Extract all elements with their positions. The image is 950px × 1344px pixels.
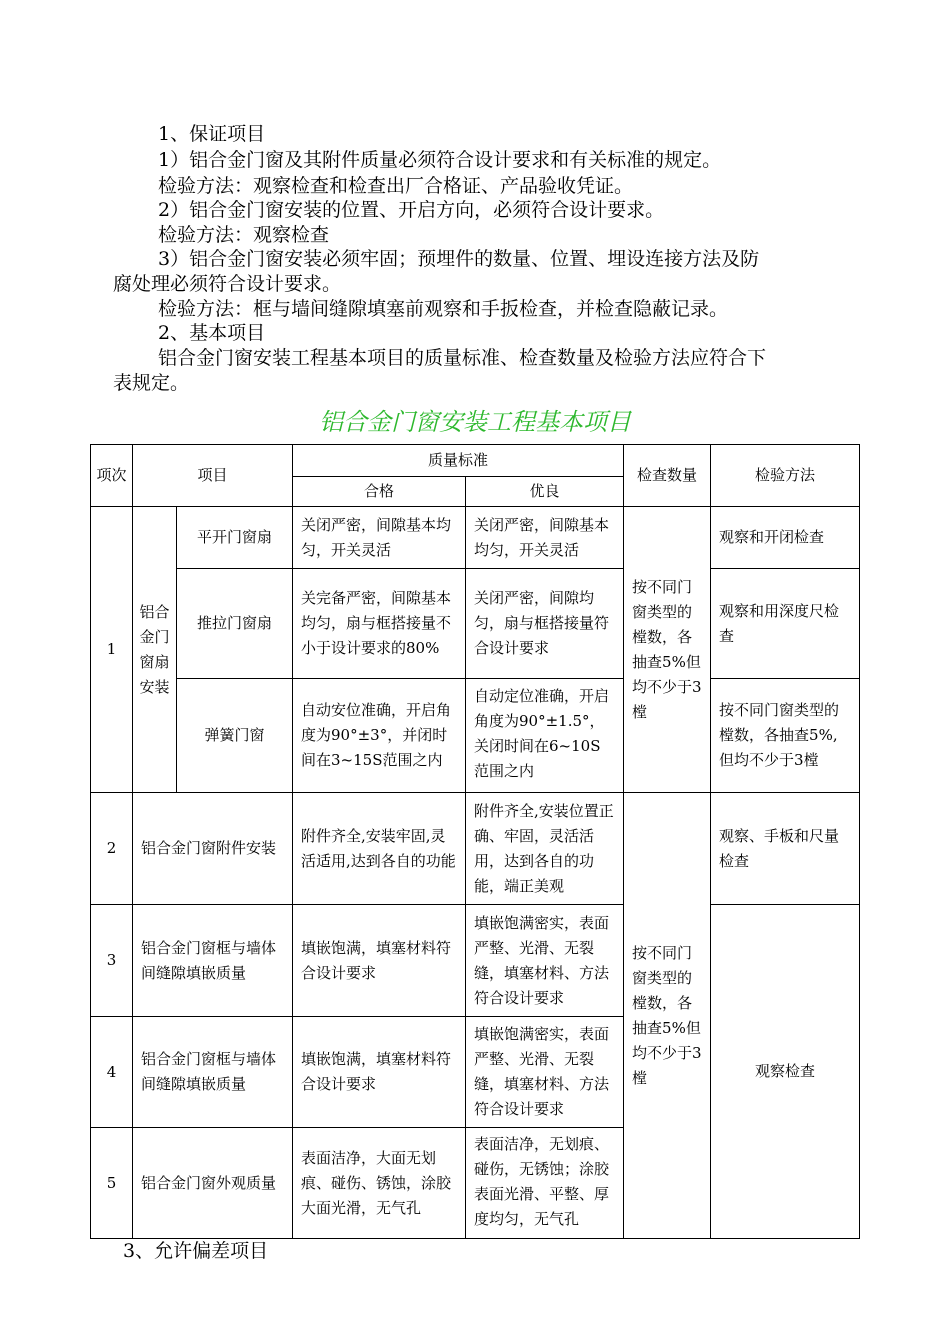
row-qty: 按不同门窗类型的樘数，各抽查5%但均不少于3樘 <box>624 507 711 793</box>
row-pass: 填嵌饱满，填塞材料符合设计要求 <box>293 1017 466 1128</box>
paragraph: 3）铝合金门窗安装必须牢固；预埋件的数量、位置、埋设连接方法及防 <box>158 248 760 270</box>
row-item: 铝合金门窗框与墙体间缝隙填嵌质量 <box>133 1017 293 1128</box>
row-good <box>466 1128 624 1239</box>
cell-text: 表面洁净，无划痕、碰伤，无锈蚀；涂胶表面光滑、平整、厚度均匀，无气孔 <box>474 1135 610 1228</box>
row-seq: 5 <box>91 1128 133 1239</box>
row-item: 平开门窗扇 <box>177 507 293 569</box>
row-good: 关闭严密，间隙基本均匀，开关灵活 <box>466 507 624 569</box>
row-qty: 按不同门窗类型的樘数，各抽查5%但均不少于3樘 <box>624 793 711 1239</box>
paragraph: 2）铝合金门窗安装的位置、开启方向，必须符合设计要求。 <box>158 199 665 221</box>
row-good: 关闭严密，间隙均匀，扇与框搭接量符合设计要求 <box>466 569 624 679</box>
basic-items-table <box>90 444 860 1239</box>
row-seq: 2 <box>91 793 133 905</box>
paragraph: 腐处理必须符合设计要求。 <box>113 273 342 295</box>
header-item: 项目 <box>133 445 293 507</box>
row-method: 观察检查 <box>711 905 860 1239</box>
header-method: 检验方法 <box>711 445 860 507</box>
paragraph: 检验方法：观察检查 <box>158 224 330 246</box>
row-good: 附件齐全,安装位置正确、牢固，灵活活用，达到各自的功能，端正美观 <box>466 793 624 905</box>
group-label: 铝合金门窗扇安装 <box>133 507 177 793</box>
row-item: 铝合金门窗外观质量 <box>133 1128 293 1239</box>
paragraph: 检验方法：观察检查和检查出厂合格证、产品验收凭证。 <box>158 175 634 197</box>
heading-guarantee-items: 1、保证项目 <box>158 123 266 145</box>
heading-allowable-deviation: 3、允许偏差项目 <box>123 1240 269 1262</box>
row-pass: 表面洁净，大面无划痕、碰伤、锈蚀，涂胶大面光滑，无气孔 <box>293 1128 466 1239</box>
row-item: 推拉门窗扇 <box>177 569 293 679</box>
row-item: 弹簧门窗 <box>177 679 293 793</box>
paragraph: 铝合金门窗安装工程基本项目的质量标准、检查数量及检验方法应符合下 <box>158 347 767 369</box>
row-seq: 3 <box>91 905 133 1017</box>
header-good: 优良 <box>466 477 624 507</box>
paragraph: 1）铝合金门窗及其附件质量必须符合设计要求和有关标准的规定。 <box>158 149 722 171</box>
header-seq: 项次 <box>91 445 133 507</box>
row-method: 观察和开闭检查 <box>711 507 860 569</box>
heading-basic-items: 2、基本项目 <box>158 322 266 344</box>
header-pass: 合格 <box>293 477 466 507</box>
row-method: 观察、手板和尺量检查 <box>711 793 860 905</box>
header-quality: 质量标准 <box>293 445 624 477</box>
row-seq: 1 <box>91 507 133 793</box>
row-good: 填嵌饱满密实，表面严整、光滑、无裂缝，填塞材料、方法符合设计要求 <box>466 905 624 1017</box>
paragraph: 检验方法：框与墙间缝隙填塞前观察和手扳检查，并检查隐蔽记录。 <box>158 298 729 320</box>
row-pass: 关闭严密，间隙基本均匀，开关灵活 <box>293 507 466 569</box>
table-title: 铝合金门窗安装工程基本项目 <box>319 408 631 436</box>
row-item: 铝合金门窗附件安装 <box>133 793 293 905</box>
row-good: 填嵌饱满密实，表面严整、光滑、无裂缝，填塞材料、方法符合设计要求 <box>466 1017 624 1128</box>
row-item: 铝合金门窗框与墙体间缝隙填嵌质量 <box>133 905 293 1017</box>
row-method: 按不同门窗类型的樘数，各抽查5%,但均不少于3樘 <box>711 679 860 793</box>
paragraph: 表规定。 <box>113 372 190 394</box>
row-pass: 关完备严密，间隙基本均匀，扇与框搭接量不小于设计要求的80% <box>293 569 466 679</box>
row-pass: 自动安位准确，开启角度为90°±3°，并闭时间在3~15S范围之内 <box>293 679 466 793</box>
cell-text: 自动定位准确，开启角度为90°±1.5°，关闭时间在6~10S范围之内 <box>474 686 610 780</box>
row-method: 观察和用深度尺检查 <box>711 569 860 679</box>
row-good <box>466 679 624 793</box>
row-seq: 4 <box>91 1017 133 1128</box>
row-pass: 附件齐全,安装牢固,灵活适用,达到各自的功能 <box>293 793 466 905</box>
row-pass: 填嵌饱满，填塞材料符合设计要求 <box>293 905 466 1017</box>
header-qty: 检查数量 <box>624 445 711 507</box>
